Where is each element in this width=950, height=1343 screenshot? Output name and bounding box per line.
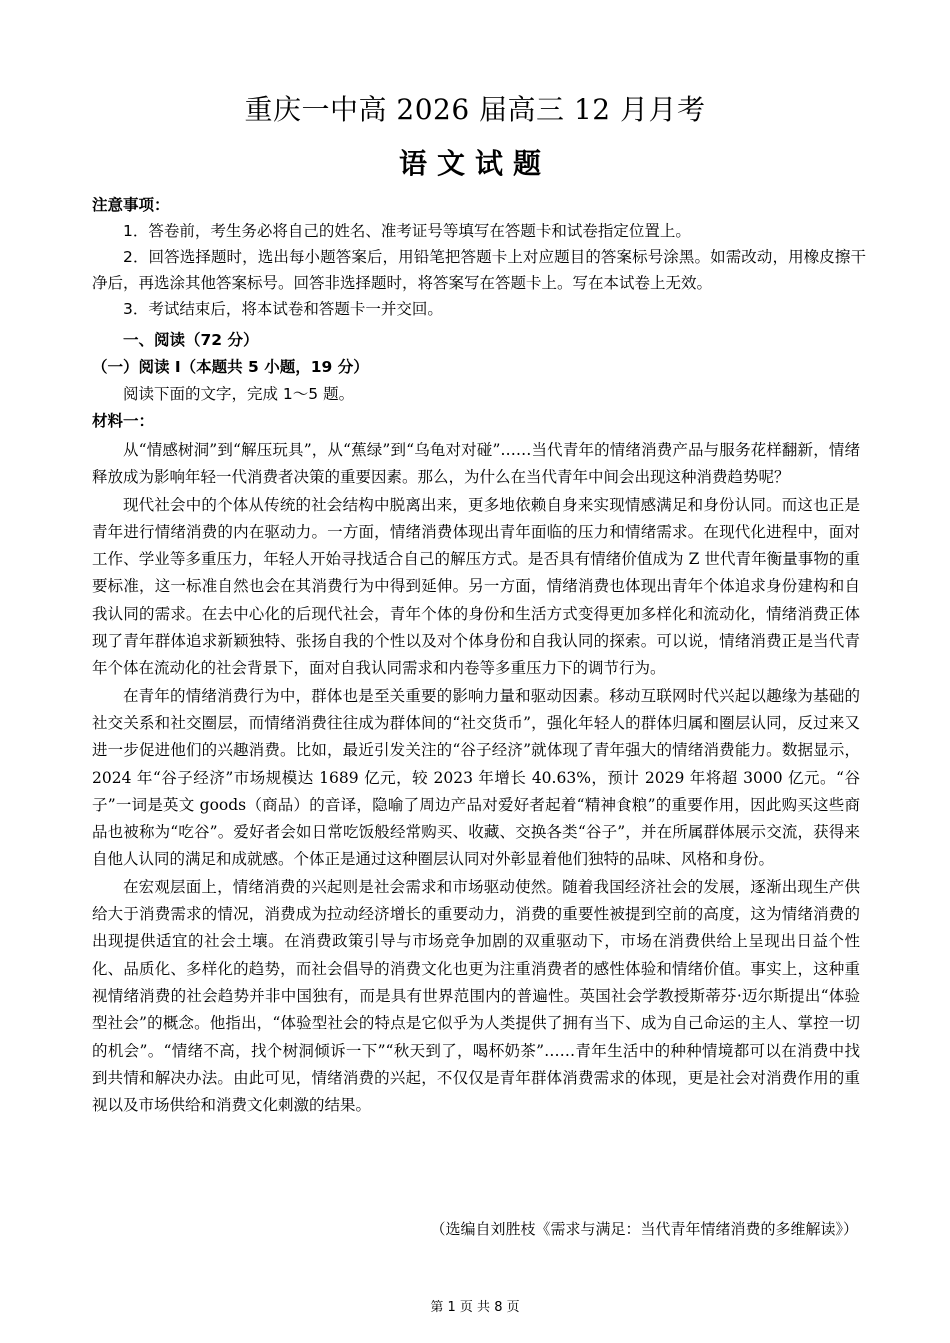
page-footer: 第 1 页 共 8 页 [430, 1300, 520, 1315]
section-heading: 一、阅读（72 分） [123, 331, 259, 349]
notice-heading: 注意事项： [92, 196, 170, 214]
notice-block [92, 192, 866, 322]
subsection-heading: （一）阅读 I（本题共 5 小题，19 分） [92, 358, 369, 376]
notice-item: 3．考试结束后，将本试卷和答题卡一并交回。 [123, 300, 443, 318]
article-paragraph: 在青年的情绪消费行为中，群体也是至关重要的影响力量和驱动因素。移动互联网时代兴起以趣缘为基础的社交关系和社交圈层，而情绪消费往往成为群体间的“社交货币”，强化年轻人的群体归属和圈层认同，反过来又进一步促进他们的兴趣消费。比如，最近引发关注的“谷子经济”就体现了青年强大的情绪消费能力。数据显示，2024 年“谷子经济”市场规模达 1689 亿元，较 2023 年增长 40.63%，预计 2029 年将超 3000 亿元。“谷子”一词是英文 goods（商品）的音译，隐喻了周边产品对爱好者起着“精神食粮”的重要作用，因此购买这些商品也被称为“吃谷”。爱好者会如日常吃饭般经常购买、收藏、交换各类“谷子”，并在所属群体展示交流，获得来自他人认同的满足和成就感。个体正是通过这种圈层认同对外彰显着他们独特的品味、风格和身份。 [92, 686, 860, 869]
article-paragraph: 在宏观层面上，情绪消费的兴起则是社会需求和市场驱动使然。随着我国经济社会的发展，逐渐出现生产供给大于消费需求的情况，消费成为拉动经济增长的重要动力，消费的重要性被提到空前的高度，这为情绪消费的出现提供适宜的社会土壤。在消费政策引导与市场竞争加剧的双重驱动下，市场在消费供给上呈现出日益个性化、品质化、多样化的趋势，而社会倡导的消费文化也更为注重消费者的感性体验和情绪价值。事实上，这种重视情绪消费的社会趋势并非中国独有，而是具有世界范围内的普遍性。英国社会学教授斯蒂芬·迈尔斯提出“体验型社会”的概念。他指出，“体验型社会的特点是它似乎为人类提供了拥有当下、成为自己命运的主人、掌控一切的机会”。“情绪不高，找个树洞倾诉一下”“秋天到了，喝杯奶茶”……青年生活中的种种情境都可以在消费中找到共情和解决办法。由此可见，情绪消费的兴起，不仅仅是青年群体消费需求的体现，更是社会对消费作用的重视以及市场供给和消费文化刺激的结果。 [92, 877, 860, 1115]
reading-instruction: 阅读下面的文字，完成 1～5 题。 [123, 385, 355, 403]
notice-item: 2．回答选择题时，选出每小题答案后，用铅笔把答题卡上对应题目的答案标号涂黑。如需改动，用橡皮擦干净后，再选涂其他答案标号。回答非选择题时，将答案写在答题卡上。写在本试卷上无效。 [92, 248, 866, 292]
article-paragraph: 现代社会中的个体从传统的社会结构中脱离出来，更多地依赖自身来实现情感满足和身份认同。而这也正是青年进行情绪消费的内在驱动力。一方面，情绪消费体现出青年面临的压力和情绪需求。在现代化进程中，面对工作、学业等多重压力，年轻人开始寻找适合自己的解压方式。是否具有情绪价值成为 Z 世代青年衡量事物的重要标准，这一标准自然也会在其消费行为中得到延伸。另一方面，情绪消费也体现出青年个体追求身份建构和自我认同的需求。在去中心化的后现代社会，青年个体的身份和生活方式变得更加多样化和流动化，情绪消费正体现了青年群体追求新颖独特、张扬自我的个性以及对个体身份和自我认同的探索。可以说，情绪消费正是当代青年个体在流动化的社会背景下，面对自我认同需求和内卷等多重压力下的调节行为。 [92, 495, 860, 678]
exam-title: 重庆一中高 2026 届高三 12 月月考 [244, 93, 706, 126]
article-source: （选编自刘胜枝《需求与满足：当代青年情绪消费的多维解读》） [430, 1220, 858, 1238]
article-body [92, 437, 860, 1119]
exam-subject: 语文试题 [398, 147, 551, 180]
material-label: 材料一： [92, 412, 155, 430]
notice-item: 1．答卷前，考生务必将自己的姓名、准考证号等填写在答题卡和试卷指定位置上。 [123, 222, 691, 240]
article-paragraph: 从“情感树洞”到“解压玩具”，从“蕉绿”到“乌龟对对碰”……当代青年的情绪消费产品与服务花样翻新，情绪释放成为影响年轻一代消费者决策的重要因素。那么，为什么在当代青年中间会出现这种消费趋势呢？ [92, 441, 860, 487]
